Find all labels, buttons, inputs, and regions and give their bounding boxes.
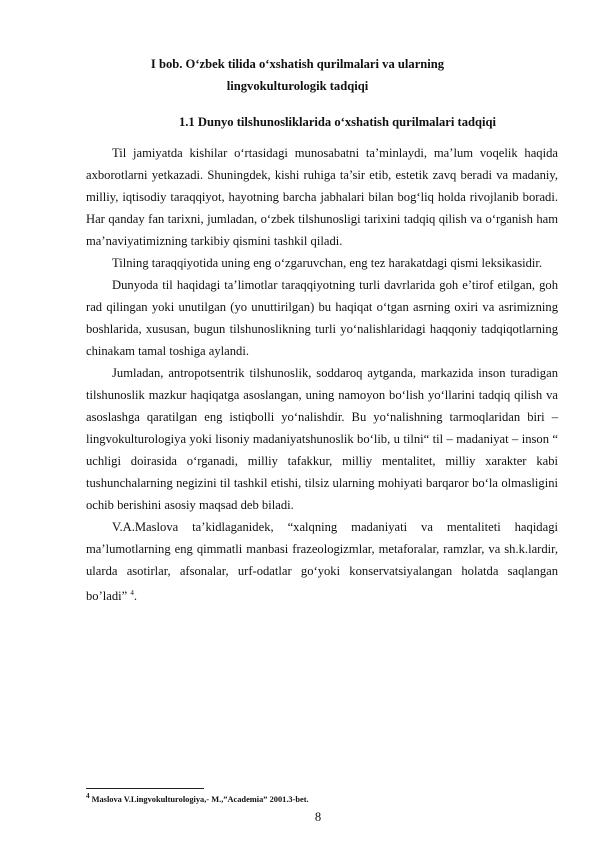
paragraph-1: Til jamiyatda kishilar o‘rtasidagi munosabatni ta’minlaydi, ma’lum voqelik haqida axborotlarni yetkazadi. Shuningdek, kishi ruhiga ta’sir etib, estetik zavq beradi va madaniy, milliy, iqtisodiy taraqqiyot, hayotning barcha jabhalari bilan bog‘liq holda rivojlanib boradi. Har qanday fan tarixni, jumladan, o‘zbek tilshunosligi tarixini tadqiq qilish va o‘rganish ham ma’naviyatimizning tarkibiy qismini tashkil qiladi. (86, 146, 558, 248)
paragraph-5-text: V.A.Maslova ta’kidlaganidek, “xalqning madaniyati va mentaliteti haqidagi ma’lumotlarning eng qimmatli manbasi frazeologizmlar, metaforalar, ramzlar, va sh.k.lardir, ularda asotirlar, afsonalar, urf-odatlar go‘yoki konservatsiyalangan holatda saqlangan bo’ladi” (86, 520, 558, 604)
footnote-text: Maslova V.Lingvokulturologiya,- M.,”Academia” 2001.3-bet. (89, 794, 309, 804)
paragraph-5: V.A.Maslova ta’kidlaganidek, “xalqning madaniyati va mentaliteti haqidagi ma’lumotlarning eng qimmatli manbasi frazeologizmlar, metaforalar, ramzlar, va sh.k.lardir, ularda asotirlar, afsonalar, urf-odatlar go‘yoki konservatsiyalangan holatda saqlangan bo’ladi” $^4$. (86, 520, 558, 604)
chapter-title-line2: lingvokulturologik tadqiqi (226, 79, 369, 93)
paragraph-2: Tilning taraqqiyotida uning eng o‘zgaruvchan, eng tez harakatdagi qismi leksikasidir. (112, 256, 543, 270)
footnote (86, 791, 309, 805)
paragraph-3: Dunyoda til haqidagi ta’limotlar taraqqiyotning turli davrlarida goh e’tirof etilgan, goh rad qilingan yoki unutilgan (yo unuttirilgan) bu haqiqat o‘tgan asrning oxiri va asrimizning boshlarida, xususan, bugun tilshunoslikning turli yo‘nalishlaridagi haqqoniy tadqiqotlarning chinakam tamal toshiga aylandi. (86, 278, 558, 358)
footnote-divider (86, 788, 204, 789)
page-number: 8 (314, 810, 322, 824)
footnote-marker: 4 (86, 792, 90, 800)
section-title: 1.1 Dunyo tilshunosliklarida o‘xshatish qurilmalari tadqiqi (178, 115, 497, 129)
chapter-title-line1: I bob. O‘zbek tilida o‘xshatish qurilmalari va ularning (150, 57, 445, 71)
paragraph-4: Jumladan, antropotsentrik tilshunoslik, soddaroq aytganda, markazida inson turadigan tilshunoslik mazkur haqiqatga asoslangan, uning namoyon bo‘lish yo‘llarini tadqiq qilish va asoslashga qaratilgan eng istiqbolli yo‘nalishdir. Bu yo‘nalishning tarmoqlaridan biri – lingvokulturologiya yoki lisoniy madaniyatshunoslik bo‘lib, u tilni“ til – madaniyat – inson “ uchligi doirasida o‘rganadi, milliy tafakkur, milliy mentalitet, milliy xarakter kabi tushunchalarning negizini til tashkil etishi, tilsiz ularning mohiyati barqaror bo‘la olmasligini ochib berishini asosiy maqsad deb biladi. (86, 366, 558, 512)
footnote-reference[interactable]: 4 (130, 589, 134, 597)
body-text (86, 142, 558, 607)
